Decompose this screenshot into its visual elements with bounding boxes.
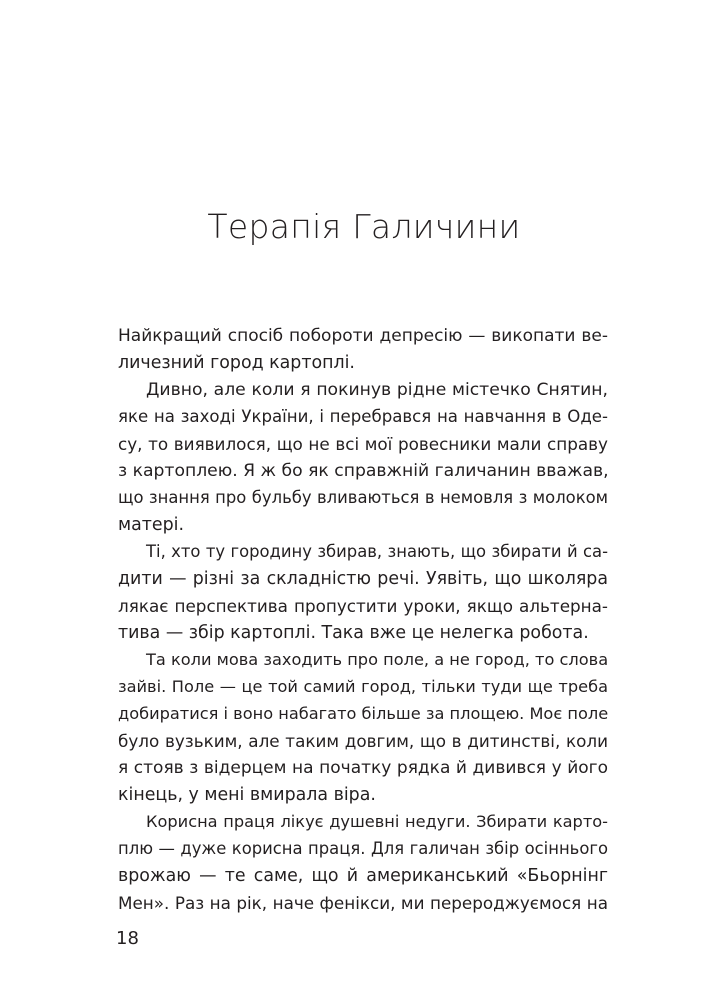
text-line: яке на заході України, і перебрався на навчання в Оде- xyxy=(118,407,608,426)
text-line: Та коли мова заходить про поле, а не город, то слова xyxy=(146,650,609,669)
page-number: 18 xyxy=(116,928,139,949)
text-line: личезний город картоплі. xyxy=(118,353,355,373)
text-line: Корисна праця лікує душевні недуги. Збирати карто- xyxy=(146,812,608,831)
text-line: су, то виявилося, що не всі мої ровесники мали справу xyxy=(118,434,608,454)
text-line: Мен». Раз на рік, наче фенікси, ми перероджуємося на xyxy=(118,893,608,913)
text-line: я стояв з відерцем на початку рядка й дивився у його xyxy=(118,758,608,778)
text-line: дити — різні за складністю речі. Уявіть, що школяра xyxy=(118,569,608,589)
text-line: було вузьким, але таким довгим, що в дитинстві, коли xyxy=(118,731,608,751)
text-line: зайві. Поле — це той самий город, тільки туди ще треба xyxy=(118,677,608,696)
text-line: добиратися і воно набагато більше за площею. Моє поле xyxy=(118,704,609,723)
text-line: Ті, хто ту городину збирав, знають, що збирати й са- xyxy=(146,542,608,561)
text-line: лякає перспектива пропустити уроки, якщо альтерна- xyxy=(118,596,608,616)
chapter-title: Терапія Галичини xyxy=(207,207,521,246)
text-line: плю — дуже корисна праця. Для галичан збір осіннього xyxy=(118,839,608,858)
text-line: що знання про бульбу вливаються в немовля з молоком xyxy=(118,488,608,507)
text-line: Дивно, але коли я покинув рідне містечко Снятин, xyxy=(146,380,608,400)
text-line: матері. xyxy=(118,515,185,535)
text-line: Найкращий спосіб побороти депресію — викопати ве- xyxy=(118,326,608,346)
text-line: врожаю — те саме, що й американський «Бьорнінг xyxy=(118,866,608,886)
text-line: з картоплею. Я ж бо як справжній галичанин вважав, xyxy=(118,461,609,481)
text-line: кінець, у мені вмирала віра. xyxy=(118,785,376,805)
text-line: тива — збір картоплі. Така вже це нелегка робота. xyxy=(118,623,589,643)
